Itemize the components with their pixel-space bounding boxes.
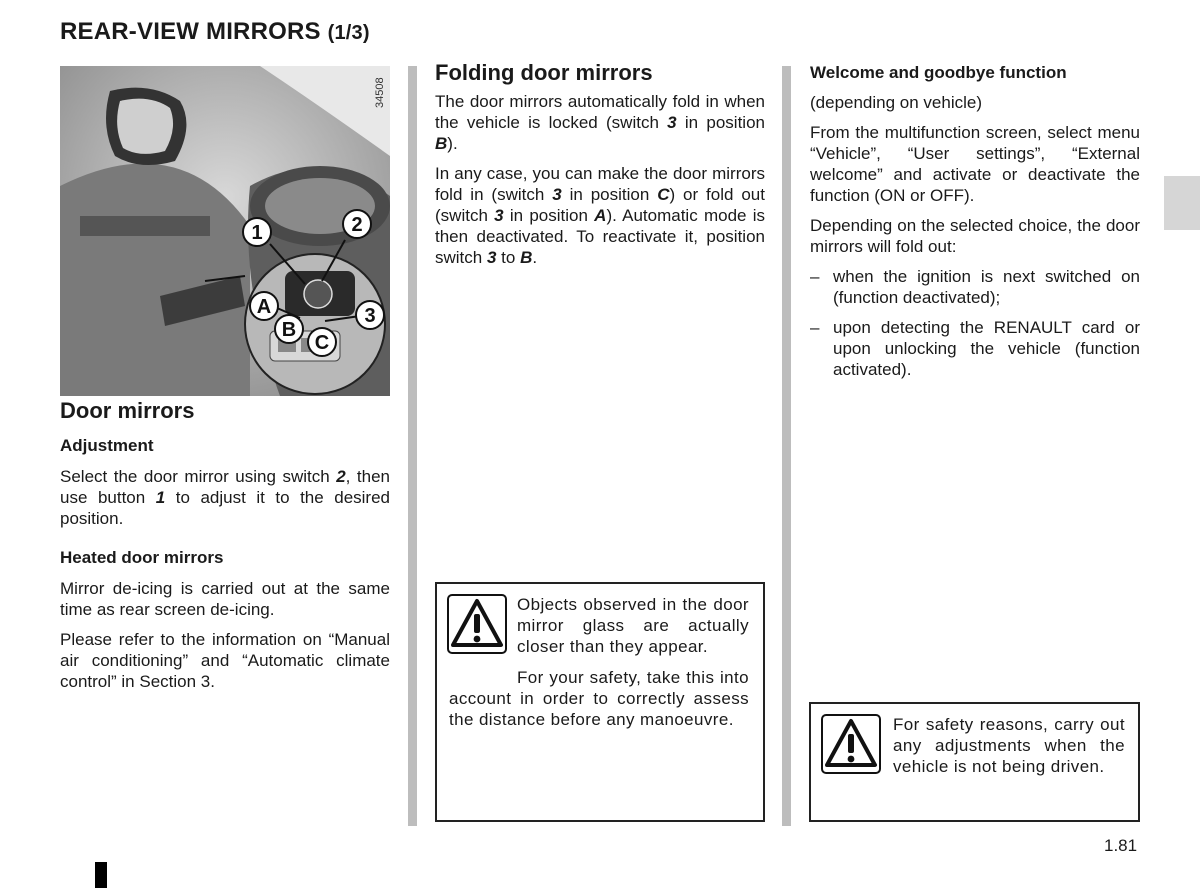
warning-triangle-icon <box>821 714 881 774</box>
adjustment-text: Select the door mirror using switch 2, then use button 1 to adjust it to the desired position. <box>60 467 390 528</box>
page-corner-mark <box>95 862 107 888</box>
callout-B: B <box>281 319 297 341</box>
page-title: REAR-VIEW MIRRORS (1/3) <box>60 18 370 45</box>
heated-text-1: Mirror de-icing is carried out at the same time as rear screen de-icing. <box>60 579 390 619</box>
list-item: – when the ignition is next switched on (function deactivated); <box>810 267 1140 307</box>
photo-reference-code: 34508 <box>374 77 386 108</box>
section-tab <box>1164 176 1200 230</box>
folding-para-2: In any case, you can make the door mirrors fold in (switch 3 in position C) or fold out (switch 3 in position A). Automatic mode is then deactivated. To reactivate it, position switch 3 to B. <box>435 164 765 267</box>
warning-triangle-icon <box>447 594 507 654</box>
warning-text: For safety reasons, carry out any adjustments when the vehicle is not being driven. <box>893 715 1125 776</box>
subheading-heated: Heated door mirrors <box>60 548 224 567</box>
callout-3: 3 <box>364 305 376 327</box>
column-divider <box>782 66 791 826</box>
subheading-adjustment: Adjustment <box>60 436 154 455</box>
folding-para-1: The door mirrors automatically fold in when the vehicle is locked (switch 3 in position B). <box>435 92 765 153</box>
folding-mirrors-section <box>435 62 765 277</box>
callout-A: A <box>256 296 272 318</box>
list-item: – upon detecting the RENAULT card or upon unlocking the vehicle (function activated). <box>810 318 1140 379</box>
warning-text-second: For your safety, take this into account in order to correctly assess the distance before any manoeuvre. <box>449 668 749 729</box>
warning-text-first: Objects observed in the door mirror glass are actually closer than they appear. <box>517 595 749 656</box>
section-heading: Folding door mirrors <box>435 60 653 85</box>
vehicle-note: (depending on vehicle) <box>810 93 983 112</box>
door-mirrors-section <box>60 400 390 701</box>
section-heading: Door mirrors <box>60 398 195 423</box>
warning-box-safety <box>809 702 1140 822</box>
callout-1: 1 <box>251 222 263 244</box>
callout-labels <box>60 66 390 396</box>
welcome-para-1: From the multifunction screen, select menu “Vehicle”, “User settings”, “External welcome” and activate or deactivate the function (ON or OFF). <box>810 123 1140 205</box>
column-divider <box>408 66 417 826</box>
page-number: 1.81 <box>1104 836 1138 855</box>
callout-C: C <box>314 332 330 354</box>
welcome-goodbye-section <box>810 62 1140 389</box>
welcome-para-2: Depending on the selected choice, the door mirrors will fold out: <box>810 216 1140 256</box>
door-mirror-control-photo <box>60 66 390 396</box>
heated-text-2: Please refer to the information on “Manual air conditioning” and “Automatic climate control” in Section 3. <box>60 630 390 691</box>
subheading-welcome: Welcome and goodbye function <box>810 63 1067 82</box>
callout-2: 2 <box>351 214 363 236</box>
warning-box-mirror-distance <box>435 582 765 822</box>
